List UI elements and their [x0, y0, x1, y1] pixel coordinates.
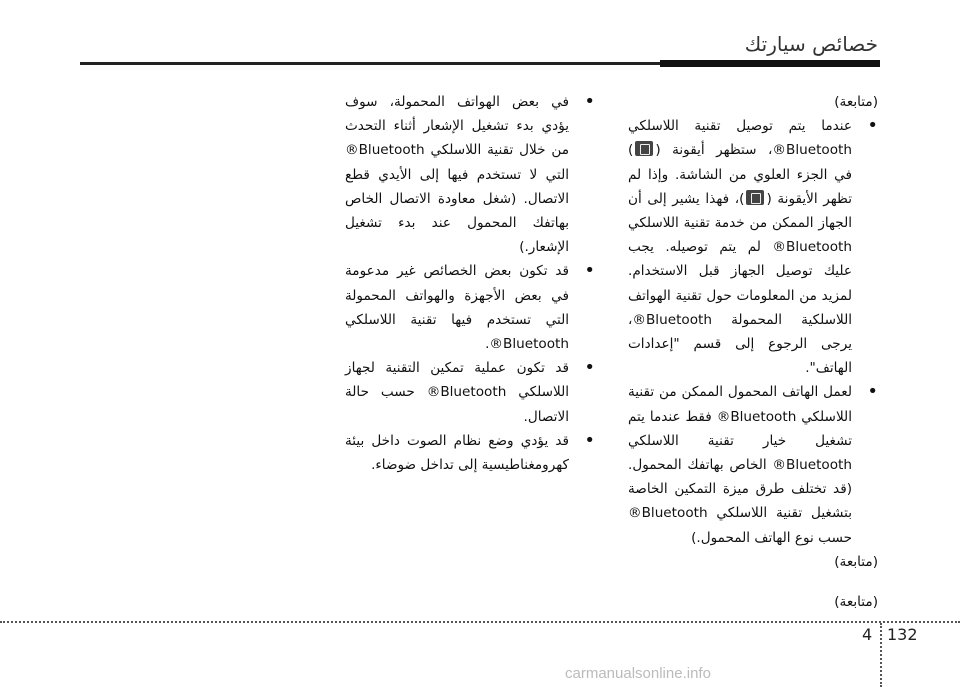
bullet-item: • في بعض الهواتف المحمولة، سوف يؤدي بدء تشغيل الإشعار أثناء التحدث من خلال تقنية اللاسلكي Bluetooth® التي لا تستخدم فيها إلى الأيدي قطع الاتصال. (شغل معاودة الاتصال الخاص بهاتفك المحمول عند بدء تشغيل الإشعار.) — [345, 90, 595, 259]
footer-divider — [880, 623, 882, 687]
bullet-item: • قد تكون بعض الخصائص غير مدعومة في بعض الأجهزة والهواتف المحمولة التي تستخدم فيها تقنية اللاسلكي Bluetooth®. — [345, 259, 595, 356]
chapter-number: 4 — [862, 625, 873, 644]
watermark: carmanualsonline.info — [565, 665, 711, 682]
header-tab-bar — [660, 60, 880, 67]
continued-label: (متابعة) — [834, 553, 878, 570]
page-header-title: خصائص سيارتك — [744, 32, 878, 56]
bullet-item: • عندما يتم توصيل تقنية اللاسلكي Bluetooth®، ستظهر أيقونة () في الجزء العلوي من الشاشة. وإذا لم تظهر الأيقونة ()، فهذا يشير إلى أن الجهاز الممكن من خدمة تقنية اللاسلكي Bluetooth® لم يتم توصيله. يجب عليك توصيل الجهاز قبل الاستخدام. لمزيد من المعلومات حول تقنية الهواتف اللاسلكية المحمولة Bluetooth®، يرجى الرجوع إلى قسم "إعدادات الهاتف". — [628, 114, 878, 380]
left-column — [345, 90, 595, 477]
bullet-item: • قد تكون عملية تمكين التقنية لجهاز اللاسلكي Bluetooth® حسب حالة الاتصال. — [345, 356, 595, 429]
bluetooth-status-icon — [746, 190, 764, 205]
bottom-continued-note: (متابعة) — [834, 594, 878, 610]
page-number: 132 — [887, 625, 918, 644]
right-column — [628, 90, 878, 574]
bluetooth-status-icon — [635, 141, 653, 156]
continued-label: (متابعة) — [834, 94, 878, 110]
footer-rule — [0, 621, 960, 623]
bullet-item: • لعمل الهاتف المحمول الممكن من تقنية اللاسلكي Bluetooth® فقط عندما يتم تشغيل خيار تقنية اللاسلكي Bluetooth® الخاص بهاتفك المحمول. (قد تختلف طرق ميزة التمكين الخاصة بتشغيل تقنية اللاسلكي Bluetooth® حسب نوع الهاتف المحمول.) — [628, 380, 878, 549]
bullet-item: • قد يؤدي وضع نظام الصوت داخل بيئة كهرومغناطيسية إلى تداخل ضوضاء. — [345, 429, 595, 477]
